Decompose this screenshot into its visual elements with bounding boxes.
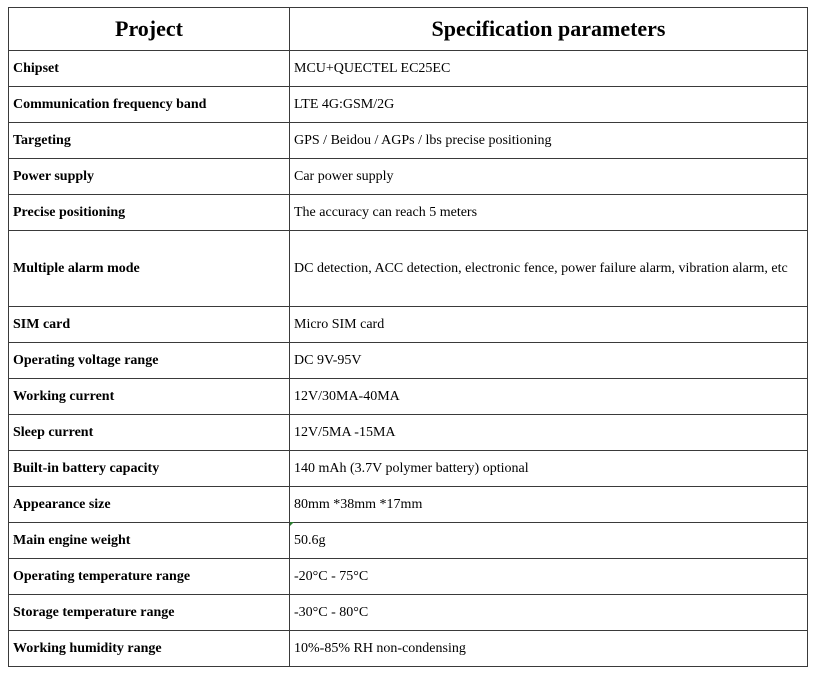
cell-comment-marker bbox=[290, 522, 294, 526]
row-label: Main engine weight bbox=[9, 523, 290, 559]
row-value: 140 mAh (3.7V polymer battery) optional bbox=[290, 451, 808, 487]
row-value: -30°C - 80°C bbox=[290, 595, 808, 631]
row-value: The accuracy can reach 5 meters bbox=[290, 195, 808, 231]
row-value: 80mm *38mm *17mm bbox=[290, 487, 808, 523]
table-row bbox=[9, 87, 808, 123]
table-row bbox=[9, 159, 808, 195]
table-row bbox=[9, 123, 808, 159]
row-value: GPS / Beidou / AGPs / lbs precise positioning bbox=[290, 123, 808, 159]
row-value: Micro SIM card bbox=[290, 307, 808, 343]
table-row bbox=[9, 487, 808, 523]
row-value: 10%-85% RH non-condensing bbox=[290, 631, 808, 667]
table-row bbox=[9, 51, 808, 87]
table-row bbox=[9, 195, 808, 231]
header-row bbox=[9, 8, 808, 51]
table-row bbox=[9, 231, 808, 307]
table-row bbox=[9, 343, 808, 379]
row-value: MCU+QUECTEL EC25EC bbox=[290, 51, 808, 87]
table-row bbox=[9, 631, 808, 667]
row-label: Chipset bbox=[9, 51, 290, 87]
header-project: Project bbox=[9, 8, 290, 51]
row-label: Power supply bbox=[9, 159, 290, 195]
table-row bbox=[9, 595, 808, 631]
row-value: LTE 4G:GSM/2G bbox=[290, 87, 808, 123]
spec-table bbox=[8, 7, 808, 667]
row-label: Operating temperature range bbox=[9, 559, 290, 595]
row-value: -20°C - 75°C bbox=[290, 559, 808, 595]
table-row bbox=[9, 415, 808, 451]
row-label: Targeting bbox=[9, 123, 290, 159]
row-label: Appearance size bbox=[9, 487, 290, 523]
row-label: Communication frequency band bbox=[9, 87, 290, 123]
row-label: Sleep current bbox=[9, 415, 290, 451]
row-value: Car power supply bbox=[290, 159, 808, 195]
table-row bbox=[9, 307, 808, 343]
row-value: 50.6g bbox=[290, 523, 808, 559]
row-value: 12V/30MA-40MA bbox=[290, 379, 808, 415]
row-label: Operating voltage range bbox=[9, 343, 290, 379]
row-value: DC detection, ACC detection, electronic fence, power failure alarm, vibration alarm, etc bbox=[290, 231, 808, 307]
row-label: Precise positioning bbox=[9, 195, 290, 231]
row-label: Working current bbox=[9, 379, 290, 415]
table-row bbox=[9, 451, 808, 487]
row-label: SIM card bbox=[9, 307, 290, 343]
table-row bbox=[9, 379, 808, 415]
row-label: Built-in battery capacity bbox=[9, 451, 290, 487]
table-row bbox=[9, 559, 808, 595]
row-label: Working humidity range bbox=[9, 631, 290, 667]
row-label: Storage temperature range bbox=[9, 595, 290, 631]
row-value: 12V/5MA -15MA bbox=[290, 415, 808, 451]
table-row bbox=[9, 523, 808, 559]
header-specification: Specification parameters bbox=[290, 8, 808, 51]
row-label: Multiple alarm mode bbox=[9, 231, 290, 307]
row-value: DC 9V-95V bbox=[290, 343, 808, 379]
